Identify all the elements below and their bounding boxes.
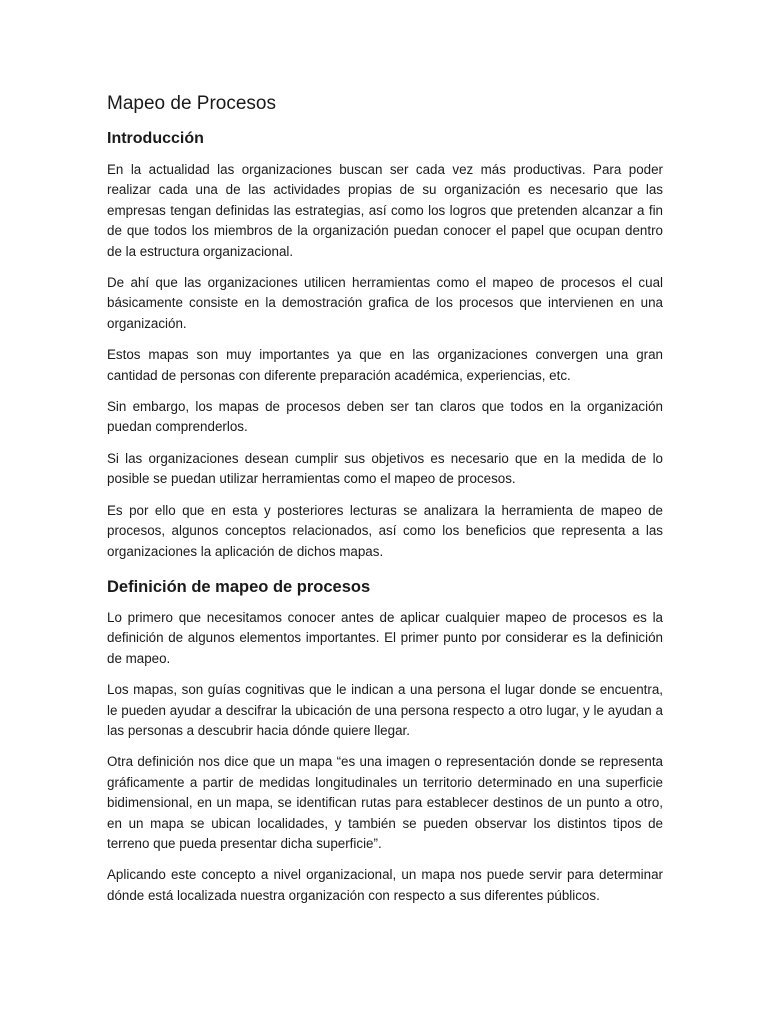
section-heading-introduccion: Introducción — [107, 130, 204, 147]
document-title: Mapeo de Procesos — [107, 93, 276, 114]
paragraph: Aplicando este concepto a nivel organizacional, un mapa nos puede servir para determinar dónde está localizada nuestra organización con respecto a sus diferentes públicos. — [107, 867, 663, 903]
paragraph: En la actualidad las organizaciones buscan ser cada vez más productivas. Para poder realizar cada una de las actividades propias de su organización es necesario que las empresas tengan definidas las estrategias, así como los logros que pretenden alcanzar a fin de que todos los miembros de la organización puedan conocer el papel que ocupan dentro de la estructura organizacional. — [107, 162, 663, 259]
paragraph: Es por ello que en esta y posteriores lecturas se analizara la herramienta de mapeo de procesos, algunos conceptos relacionados, así como los beneficios que representa a las organizaciones la aplicación de dichos mapas. — [107, 502, 663, 559]
paragraph: Otra definición nos dice que un mapa “es una imagen o representación donde se representa gráficamente a partir de medidas longitudinales un territorio determinado en una superficie bidimensional, en un mapa, se identifican rutas para establecer destinos de un punto a otro, en un mapa se ubican localidades, y también se pueden observar los distintos tipos de terreno que pueda presentar dicha superficie”. — [107, 754, 663, 851]
paragraph: Si las organizaciones desean cumplir sus objetivos es necesario que en la medida de lo posible se puedan utilizar herramientas como el mapeo de procesos. — [107, 450, 663, 487]
paragraph: Sin embargo, los mapas de procesos deben ser tan claros que todos en la organización puedan comprenderlos. — [107, 399, 663, 435]
paragraph: Los mapas, son guías cognitivas que le indican a una persona el lugar donde se encuentra, le pueden ayudar a descifrar la ubicación de una persona respecto a otro lugar, y le ayudan a las personas a descubrir hacia dónde quiere llegar. — [107, 682, 663, 738]
section-heading-definicion: Definición de mapeo de procesos — [107, 577, 371, 596]
document-page — [107, 92, 663, 917]
paragraph: Lo primero que necesitamos conocer antes de aplicar cualquier mapeo de procesos es la definición de algunos elementos importantes. El primer punto por considerar es la definición de mapeo. — [107, 609, 663, 666]
paragraph: Estos mapas son muy importantes ya que en las organizaciones convergen una gran cantidad de personas con diferente preparación académica, experiencias, etc. — [107, 347, 663, 383]
paragraph: De ahí que las organizaciones utilicen herramientas como el mapeo de procesos el cual básicamente consiste en la demostración grafica de los procesos que intervienen en una organización. — [107, 275, 663, 331]
